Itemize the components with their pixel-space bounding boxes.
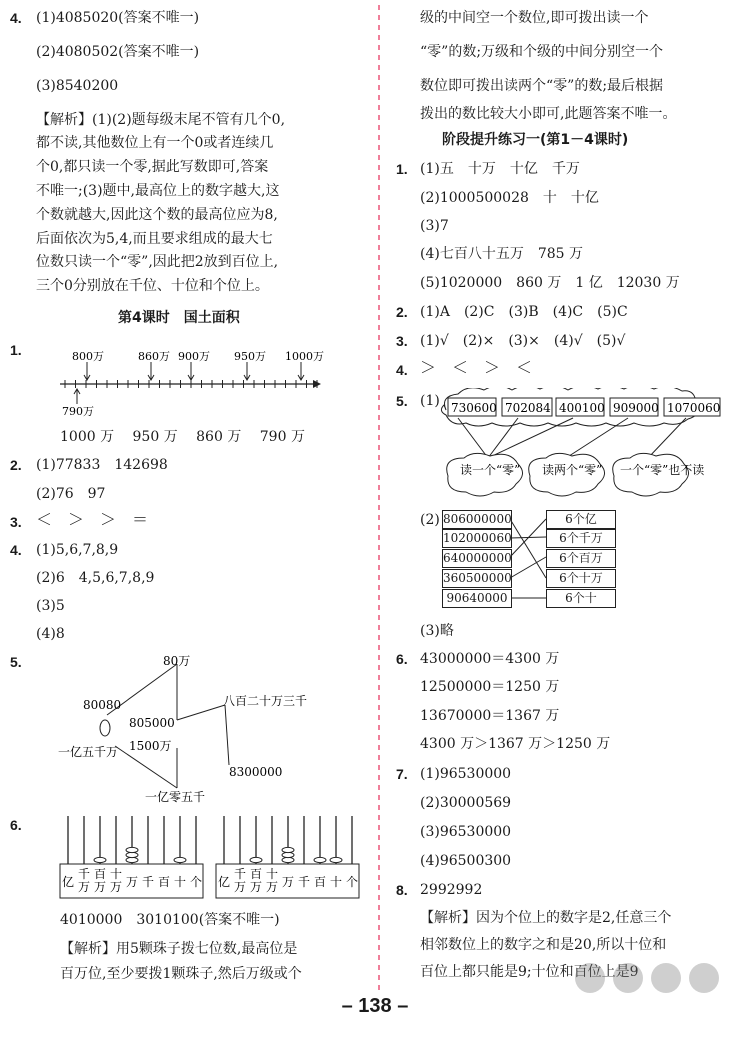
analysis-line: 数位即可拨出读两个“零”的数;最后根据 [420,78,664,94]
abacus-label: 万 [282,875,295,889]
abacus-label: 万 [110,880,123,894]
abacus-label: 百 [158,875,171,889]
answer-line: 12500000＝1250 万 [420,679,560,695]
answer-line: 4010000 3010100(答案不唯一) [60,912,280,928]
abacus-label: 亿 [62,875,75,889]
abacus-left [60,816,203,898]
abacus-label: 万 [266,880,279,894]
left-column [0,0,372,1000]
abacus-diagram [58,812,368,907]
abacus-label: 万 [234,880,247,894]
abacus-bead [126,852,138,857]
place-box: 6个亿 [546,510,616,529]
watermark-circle [689,963,719,993]
cloud-category: 一个“零”也不读 [620,463,705,477]
answer-line: (1)A (2)C (3)B (4)C (5)C [420,304,628,320]
answer-line: (3)略 [420,623,454,639]
tick-label: 950万 [234,350,266,363]
abacus-label: 百 [250,867,263,881]
diagram-label: 80080 [83,698,122,712]
question-number: 6. [396,651,408,667]
ellipse-mark [100,720,110,736]
answer-line: (2)30000569 [420,795,512,811]
answer-line: (3)5 [36,598,65,614]
watermark-circle [575,963,605,993]
number-line [55,348,325,418]
abacus-label: 十 [266,867,279,881]
diagram-label: 八百二十万三千 [223,694,308,708]
abacus-bead [282,847,294,852]
cloud-number: 730600 [451,401,497,415]
diagram-label: 805000 [129,716,175,730]
abacus-label: 万 [126,875,139,889]
question-number: 2. [396,304,408,320]
abacus-label: 个 [190,875,203,889]
answer-line: ＞ ＜ ＞ ＜ [420,358,533,377]
question-number: 1. [10,342,22,358]
diagram-label: 80万 [163,654,191,668]
question-number: 4. [396,362,408,378]
diagram-label: 8300000 [229,765,283,779]
analysis-line: 三个0分别放在千位、十位和个位上。 [36,278,269,294]
abacus-label: 万 [250,880,263,894]
abacus-label: 十 [110,867,123,881]
part-label: (2) [420,512,440,528]
answer-line: (4)96500300 [420,853,512,869]
abacus-label: 千 [234,867,247,881]
abacus-label: 千 [298,875,311,889]
answer-line: (4)七百八十五万 785 万 [420,246,584,262]
abacus-bead [126,857,138,862]
abacus-label: 百 [94,867,107,881]
answer-line: (2)76 97 [36,486,106,502]
number-box: 806000000 [442,510,512,529]
analysis-line: 相邻数位上的数字之和是20,所以十位和 [420,937,667,953]
place-box: 6个百万 [546,549,616,568]
answer-line: 4300 万＞1367 万＞1250 万 [420,736,611,752]
answer-line: (2)1000500028 十 十亿 [420,190,599,206]
question-number: 2. [10,457,22,473]
number-box: 360500000 [442,569,512,588]
question-number: 7. [396,766,408,782]
answer-line: (1)96530000 [420,766,512,782]
tick-label: 790万 [62,405,94,418]
tick-label: 800万 [72,350,104,363]
answer-line: (4)8 [36,626,65,642]
number-box: 90640000 [442,589,512,608]
cloud-category: 读两个“零” [542,463,603,477]
page-number: – 138 – [341,995,409,1017]
place-box: 6个十万 [546,569,616,588]
answer-line: (2)4080502(答案不唯一) [36,44,200,60]
cloud-number: 400100 [559,401,605,415]
analysis-line: 【解析】因为个位上的数字是2,任意三个 [420,910,672,926]
analysis-line: 【解析】用5颗珠子拨七位数,最高位是 [60,941,298,957]
abacus-bead [314,857,326,862]
answer-line: (3)96530000 [420,824,512,840]
answer-line: ＜ ＞ ＞ ＝ [36,510,149,529]
tick-label: 900万 [178,350,210,363]
abacus-bead [94,857,106,862]
number-box: 640000000 [442,549,512,568]
section-title: 阶段提升练习一(第1－4课时) [442,132,629,148]
cloud-number: 702084 [505,401,551,415]
abacus-label: 千 [142,875,155,889]
abacus-right [216,816,359,898]
analysis-line: 不唯一;(3)题中,最高位上的数字越大,这 [36,183,280,199]
answer-line: (1)4085020(答案不唯一) [36,10,200,26]
answer-line: (3)8540200 [36,78,119,94]
question-number: 3. [10,514,22,530]
watermark-logo [570,958,745,1036]
analysis-line: “零”的数;万级和个级的中间分别空一个 [420,44,664,60]
cloud-category: 读一个“零” [460,463,521,477]
cloud-number: 909000 [613,401,659,415]
answer-line: (1)五 十万 十亿 千万 [420,161,580,177]
answer-line: 1000 万 950 万 860 万 790 万 [60,429,305,445]
watermark-circle [613,963,643,993]
number-line-arrows [74,362,304,404]
answer-line: 13670000＝1367 万 [420,708,560,724]
analysis-line: 位数只读一个“零”,因此把2放到百位上, [36,254,279,270]
analysis-line: 百万位,至少要拨1颗珠子,然后万级或个 [60,966,302,982]
abacus-bead [330,857,342,862]
answer-line: (1)77833 142698 [36,457,168,473]
place-box: 6个千万 [546,529,616,548]
question-number: 4. [10,542,22,558]
abacus-bead [174,857,186,862]
place-box: 6个十 [546,589,616,608]
answer-line: (3)7 [420,218,449,234]
lesson-title: 第4课时 国土面积 [118,310,240,326]
analysis-line: 【解析】(1)(2)题每级末尾不管有几个0, [36,112,286,128]
abacus-bead [250,857,262,862]
abacus-label: 十 [330,875,343,889]
analysis-line: 都不读,其他数位上有一个0或者连续几 [36,135,274,151]
abacus-label: 百 [314,875,327,889]
answer-line: 2992992 [420,882,483,898]
tick-label: 1000万 [285,350,324,363]
answer-line: (1)√ (2)× (3)× (4)√ (5)√ [420,333,626,349]
diagram-label: 一亿零五千 [145,790,206,804]
right-column [386,0,750,1000]
number-box: 102000060 [442,529,512,548]
abacus-bead [126,847,138,852]
abacus-label: 个 [346,875,359,889]
analysis-line: 百位上都只能是9;十位和百位上是9 [420,964,639,980]
abacus-bead [282,852,294,857]
abacus-label: 万 [94,880,107,894]
abacus-label: 亿 [218,875,231,889]
question-number: 5. [10,654,22,670]
diagram-label: 一亿五千万 [58,745,119,759]
question-number: 3. [396,333,408,349]
analysis-line: 后面依次为5,4,而且要求组成的最大七 [36,231,273,247]
abacus-label: 万 [78,880,91,894]
abacus-bead [282,857,294,862]
question-number: 1. [396,161,408,177]
tick-label: 860万 [138,350,170,363]
question-number: 4. [10,10,22,26]
abacus-label: 千 [78,867,91,881]
answer-line: (2)6 4,5,6,7,8,9 [36,570,155,586]
part-label: (1) [420,393,440,409]
matching-diagram [55,650,325,805]
question-number: 6. [10,817,22,833]
analysis-line: 拨出的数比较大小即可,此题答案不唯一。 [420,106,677,122]
answer-line: (1)5,6,7,8,9 [36,542,119,558]
diagram-label: 1500万 [129,739,172,753]
analysis-line: 级的中间空一个数位,即可拨出读一个 [420,10,649,26]
question-number: 5. [396,393,408,409]
cloud-number: 1070060 [667,401,721,415]
watermark-circle [651,963,681,993]
abacus-label: 十 [174,875,187,889]
column-divider [373,5,385,990]
answer-line: 43000000＝4300 万 [420,651,560,667]
answer-line: (5)1020000 860 万 1 亿 12030 万 [420,275,680,291]
question-number: 8. [396,882,408,898]
analysis-line: 个0,都只读一个零,据此写数即可,答案 [36,159,269,175]
analysis-line: 个数就越大,因此这个数的最高位应为8, [36,207,278,223]
